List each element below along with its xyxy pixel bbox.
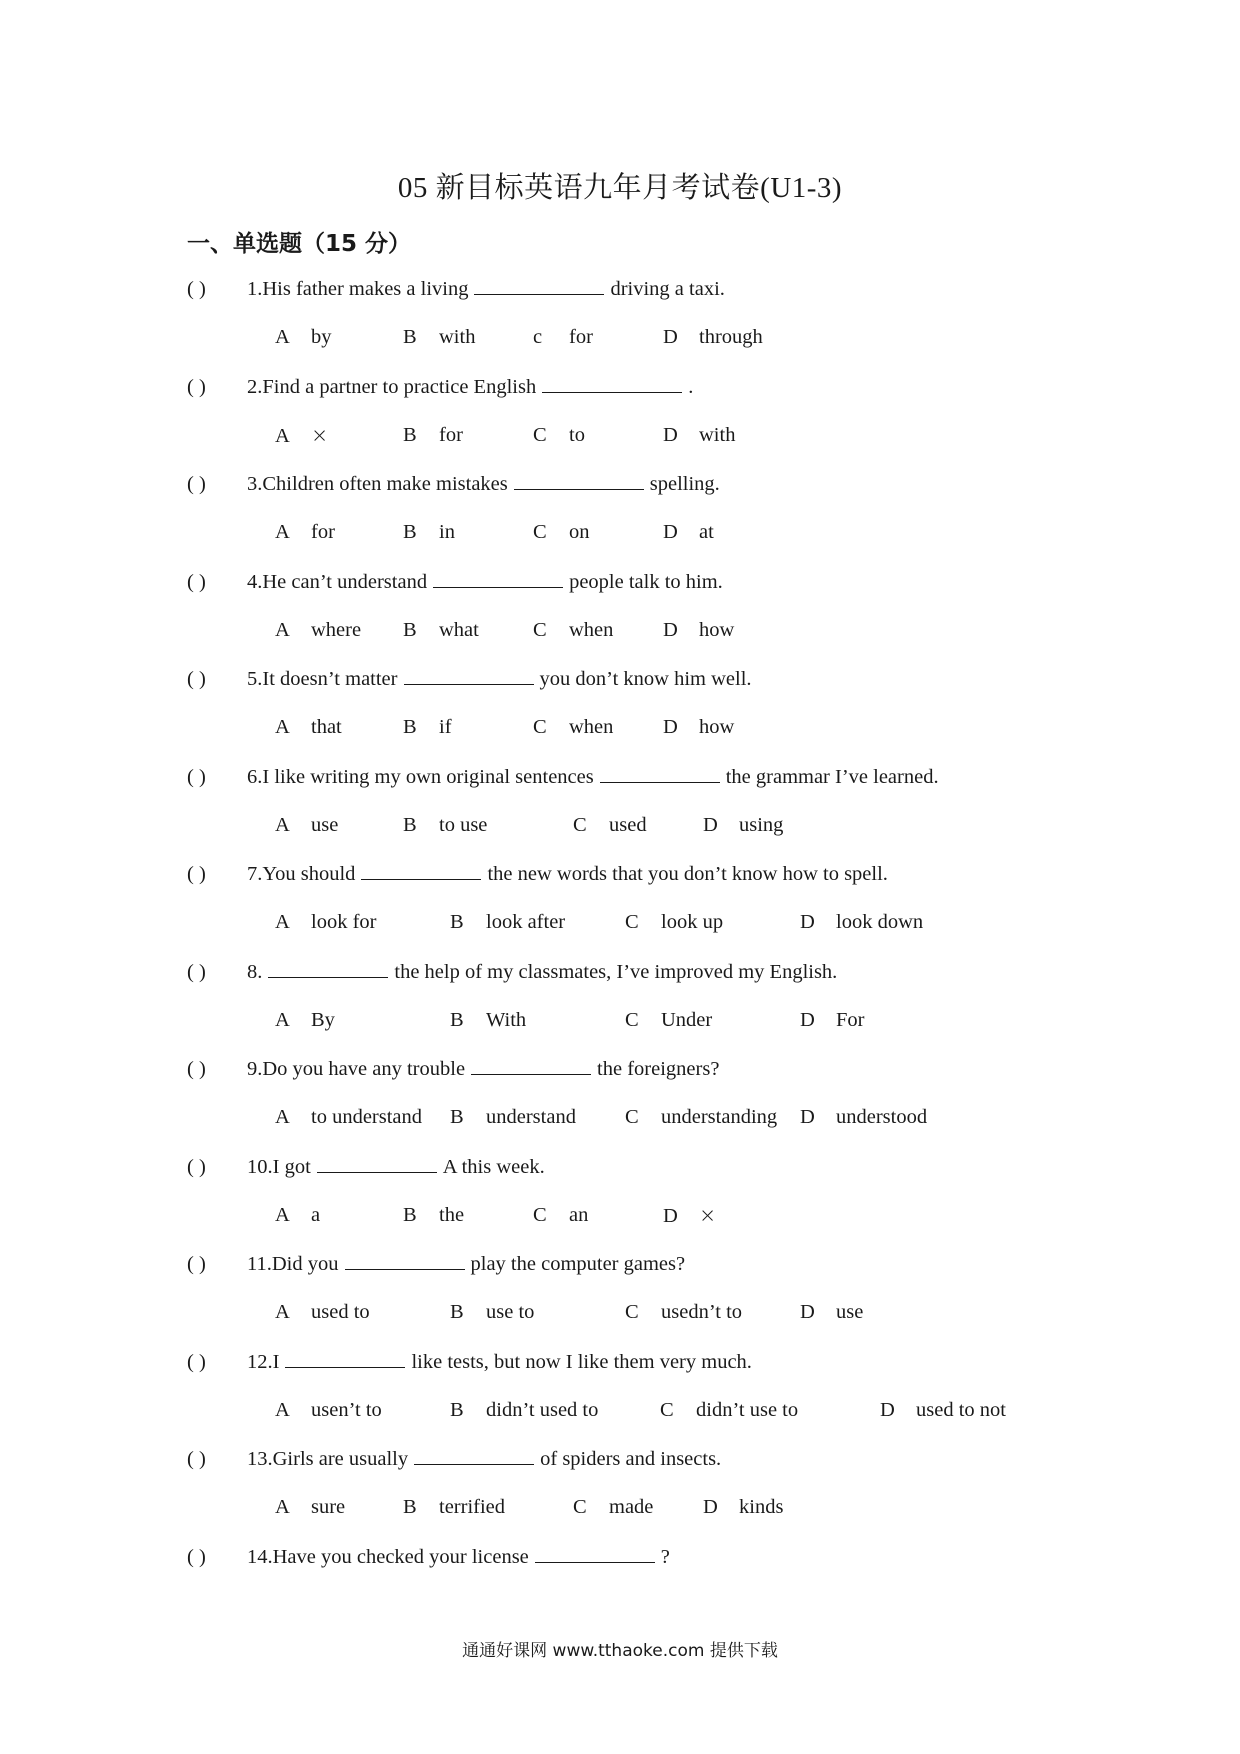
option-letter: C (625, 1106, 639, 1128)
question-12 (187, 1347, 752, 1377)
option-text: if (439, 716, 452, 738)
option-text: look up (661, 911, 724, 933)
option-text: By (311, 1008, 335, 1031)
option-letter: D (663, 423, 678, 446)
option-text: with (699, 423, 736, 446)
question-7 (187, 859, 888, 889)
option-letter: B (403, 521, 417, 543)
option-text: × (699, 1202, 717, 1227)
option-b[interactable] (450, 1297, 534, 1327)
option-letter: A (275, 716, 290, 738)
option-text: usedn’t to (661, 1301, 743, 1323)
question-text: 3.Children often make mistakes (247, 473, 508, 495)
answer-bracket[interactable]: ( ) (187, 278, 206, 300)
option-letter: C (533, 618, 547, 641)
option-text: look for (311, 911, 377, 933)
question-9 (187, 1054, 719, 1084)
option-letter: D (663, 618, 678, 641)
option-letter: A (275, 1496, 290, 1518)
option-a[interactable] (275, 517, 335, 547)
option-letter: A (275, 1398, 290, 1421)
option-c[interactable] (533, 615, 613, 645)
option-text: for (439, 423, 463, 446)
option-letter: B (403, 716, 417, 738)
question-text-after-blank: . (688, 375, 694, 398)
question-text-after-blank: driving a taxi. (610, 278, 725, 300)
option-text: understand (486, 1106, 576, 1128)
question-6 (187, 762, 939, 792)
option-letter: B (403, 618, 417, 641)
question-text: 9.Do you have any trouble (247, 1058, 466, 1080)
option-letter: B (450, 911, 464, 933)
option-letter: B (403, 423, 417, 446)
option-text: × (311, 422, 329, 447)
answer-bracket[interactable]: ( ) (187, 668, 206, 690)
question-text-after-blank: spelling. (649, 473, 720, 495)
option-b[interactable] (403, 420, 463, 450)
answer-bracket[interactable]: ( ) (187, 1448, 206, 1470)
option-text: that (311, 716, 342, 738)
option-b[interactable] (450, 1395, 598, 1425)
option-text: for (311, 521, 335, 543)
option-text: by (311, 326, 332, 348)
question-4 (187, 567, 723, 597)
option-b[interactable] (403, 615, 479, 645)
question-text-after-blank: the new words that you don’t know how to spell. (487, 863, 888, 885)
option-letter: B (403, 326, 417, 348)
option-b[interactable] (450, 907, 565, 937)
option-letter: C (625, 1301, 639, 1323)
option-d[interactable] (703, 1492, 783, 1522)
question-text-after-blank: play the computer games? (470, 1253, 686, 1275)
option-a[interactable] (275, 1005, 335, 1035)
answer-bracket[interactable]: ( ) (187, 473, 206, 495)
option-d[interactable] (703, 810, 783, 840)
option-letter: A (275, 911, 290, 933)
answer-blank[interactable] (345, 1249, 465, 1270)
option-a[interactable] (275, 810, 338, 840)
option-letter: D (663, 521, 678, 543)
option-text: terrified (439, 1496, 506, 1518)
option-d[interactable] (663, 420, 735, 450)
option-letter: D (880, 1398, 895, 1421)
option-letter: A (275, 1203, 290, 1226)
question-10 (187, 1152, 545, 1182)
answer-bracket[interactable]: ( ) (187, 863, 206, 885)
option-letter: B (450, 1398, 464, 1421)
option-text: look after (486, 911, 566, 933)
option-text: to understand (311, 1106, 423, 1128)
question-11 (187, 1249, 685, 1279)
question-13 (187, 1444, 721, 1474)
exam-title: 05 新目标英语九年月考试卷(U1-3) (397, 172, 843, 204)
option-a[interactable] (275, 420, 328, 451)
option-c[interactable] (625, 1005, 712, 1035)
question-text-after-blank: the foreigners? (597, 1058, 720, 1080)
option-letter: D (800, 911, 815, 933)
option-letter: c (533, 326, 543, 348)
option-text: how (699, 716, 735, 738)
option-c[interactable] (533, 712, 613, 742)
option-b[interactable] (403, 1492, 505, 1522)
question-2 (187, 372, 693, 402)
option-letter: B (403, 813, 417, 836)
answer-blank[interactable] (600, 762, 720, 783)
question-text: 14.Have you checked your license (247, 1545, 529, 1568)
option-letter: C (533, 521, 547, 543)
option-a[interactable] (275, 1200, 320, 1230)
option-letter: D (800, 1301, 815, 1323)
option-letter: C (533, 1203, 547, 1226)
option-a[interactable] (275, 907, 376, 937)
option-letter: A (275, 1008, 290, 1031)
answer-blank[interactable] (514, 469, 644, 490)
answer-bracket[interactable]: ( ) (187, 1545, 206, 1568)
answer-blank[interactable] (268, 957, 388, 978)
option-letter: A (275, 326, 290, 348)
option-text: use to (486, 1301, 535, 1323)
question-text: 13.Girls are usually (247, 1448, 409, 1470)
question-14 (187, 1542, 670, 1572)
option-letter: A (275, 813, 290, 836)
option-b[interactable] (403, 517, 455, 547)
option-text: used to (311, 1301, 370, 1323)
option-text: use (311, 813, 339, 836)
option-a[interactable] (275, 1102, 422, 1132)
question-text-after-blank: the grammar I’ve learned. (725, 765, 939, 788)
question-8 (187, 957, 837, 987)
option-c[interactable] (533, 1200, 588, 1230)
question-text: 5.It doesn’t matter (247, 668, 398, 690)
question-text: 1.His father makes a living (247, 278, 469, 300)
option-text: didn’t used to (486, 1398, 599, 1421)
question-text: 2.Find a partner to practice English (247, 375, 537, 398)
option-d[interactable] (800, 1102, 927, 1132)
answer-blank[interactable] (285, 1347, 405, 1368)
option-letter: D (703, 1496, 718, 1518)
option-text: kinds (739, 1496, 784, 1518)
question-text-after-blank: like tests, but now I like them very much. (411, 1350, 752, 1373)
option-b[interactable] (450, 1005, 526, 1035)
option-d[interactable] (663, 322, 763, 352)
option-b[interactable] (403, 810, 487, 840)
footer-text: 通通好课网 www.tthaoke.com 提供下载 (462, 1641, 778, 1661)
answer-blank[interactable] (542, 372, 682, 393)
option-text: sure (311, 1496, 346, 1518)
option-text: understanding (661, 1106, 778, 1128)
option-text: in (439, 521, 455, 543)
option-a[interactable] (275, 615, 361, 645)
answer-bracket[interactable]: ( ) (187, 1058, 206, 1080)
option-c[interactable] (533, 420, 585, 450)
option-letter: A (275, 1301, 290, 1323)
question-text-after-blank: people talk to him. (569, 570, 723, 593)
option-a[interactable] (275, 1492, 345, 1522)
option-a[interactable] (275, 1395, 382, 1425)
option-text: With (486, 1008, 527, 1031)
option-d[interactable] (880, 1395, 1006, 1425)
question-1 (187, 274, 725, 304)
option-d[interactable] (800, 1297, 863, 1327)
option-text: the (439, 1203, 465, 1226)
option-text: didn’t use to (696, 1398, 799, 1421)
answer-blank[interactable] (535, 1542, 655, 1563)
option-letter: B (450, 1008, 464, 1031)
option-letter: D (663, 326, 678, 348)
option-letter: C (533, 423, 547, 446)
option-letter: C (573, 813, 587, 836)
option-letter: D (800, 1106, 815, 1128)
answer-bracket[interactable]: ( ) (187, 1350, 206, 1373)
option-c[interactable] (573, 810, 647, 840)
option-b[interactable] (403, 1200, 464, 1230)
answer-blank[interactable] (433, 567, 563, 588)
question-text-after-blank: A this week. (442, 1155, 545, 1178)
option-letter: D (800, 1008, 815, 1031)
option-text: what (439, 618, 479, 641)
answer-bracket[interactable]: ( ) (187, 375, 206, 398)
option-d[interactable] (663, 712, 734, 742)
option-b[interactable] (403, 322, 475, 352)
option-text: a (311, 1203, 321, 1226)
option-text: with (439, 326, 476, 348)
option-c[interactable] (533, 322, 593, 352)
question-5 (187, 664, 752, 694)
option-letter: C (573, 1496, 587, 1518)
option-d[interactable] (800, 907, 923, 937)
question-text: 4.He can’t understand (247, 570, 428, 593)
option-c[interactable] (573, 1492, 653, 1522)
option-c[interactable] (660, 1395, 798, 1425)
option-letter: B (403, 1203, 417, 1226)
option-a[interactable] (275, 1297, 370, 1327)
answer-blank[interactable] (317, 1152, 437, 1173)
question-3 (187, 469, 720, 499)
option-text: when (569, 716, 614, 738)
answer-bracket[interactable]: ( ) (187, 1155, 206, 1178)
option-text: usen’t to (311, 1398, 382, 1421)
option-text: used (609, 813, 647, 836)
option-d[interactable] (663, 517, 714, 547)
question-text-after-blank: you don’t know him well. (539, 668, 752, 690)
question-text: 12.I (247, 1350, 280, 1373)
option-text: how (699, 618, 735, 641)
option-text: look down (836, 911, 924, 933)
option-text: when (569, 618, 614, 641)
option-letter: A (275, 1106, 290, 1128)
option-d[interactable] (663, 1200, 716, 1231)
answer-blank[interactable] (474, 274, 604, 295)
option-a[interactable] (275, 322, 332, 352)
question-text: 11.Did you (247, 1253, 339, 1275)
option-letter: C (625, 911, 639, 933)
option-b[interactable] (450, 1102, 576, 1132)
answer-blank[interactable] (471, 1054, 591, 1075)
option-letter: A (275, 618, 290, 641)
question-text: 10.I got (247, 1155, 311, 1178)
option-d[interactable] (800, 1005, 864, 1035)
option-text: for (569, 326, 593, 348)
option-text: on (569, 521, 590, 543)
option-letter: B (450, 1106, 464, 1128)
option-letter: B (403, 1496, 417, 1518)
option-c[interactable] (625, 1297, 742, 1327)
option-c[interactable] (533, 517, 590, 547)
option-text: understood (836, 1106, 928, 1128)
option-letter: A (275, 424, 290, 447)
option-d[interactable] (663, 615, 734, 645)
answer-blank[interactable] (404, 664, 534, 685)
option-text: at (699, 521, 714, 543)
section-heading: 一、单选题（15 分） (187, 231, 412, 257)
option-text: to use (439, 813, 488, 836)
option-c[interactable] (625, 1102, 777, 1132)
option-letter: B (450, 1301, 464, 1323)
answer-blank[interactable] (361, 859, 481, 880)
question-text: 7.You should (247, 863, 356, 885)
question-text-after-blank: of spiders and insects. (540, 1448, 722, 1470)
option-a[interactable] (275, 712, 342, 742)
option-text: through (699, 326, 763, 348)
option-letter: C (533, 716, 547, 738)
answer-bracket[interactable]: ( ) (187, 765, 206, 788)
option-text: use (836, 1301, 864, 1323)
option-letter: D (663, 716, 678, 738)
question-text-after-blank: ? (660, 1545, 670, 1568)
option-letter: C (660, 1398, 674, 1421)
option-text: Under (661, 1008, 713, 1031)
option-text: where (311, 618, 362, 641)
option-letter: D (663, 1204, 678, 1227)
option-b[interactable] (403, 712, 452, 742)
answer-bracket[interactable]: ( ) (187, 570, 206, 593)
answer-blank[interactable] (414, 1444, 534, 1465)
option-letter: A (275, 521, 290, 543)
question-text: 6.I like writing my own original sentences (247, 765, 594, 788)
option-text: used to not (916, 1398, 1006, 1421)
answer-bracket[interactable]: ( ) (187, 1253, 206, 1275)
option-letter: D (703, 813, 718, 836)
option-c[interactable] (625, 907, 723, 937)
answer-bracket[interactable]: ( ) (187, 960, 206, 983)
option-text: an (569, 1203, 589, 1226)
option-text: For (836, 1008, 865, 1031)
question-text: 8. (247, 960, 263, 983)
option-text: using (739, 813, 784, 836)
option-text: to (569, 423, 585, 446)
option-letter: C (625, 1008, 639, 1031)
question-text-after-blank: the help of my classmates, I’ve improved my English. (394, 960, 838, 983)
option-text: made (609, 1496, 654, 1518)
